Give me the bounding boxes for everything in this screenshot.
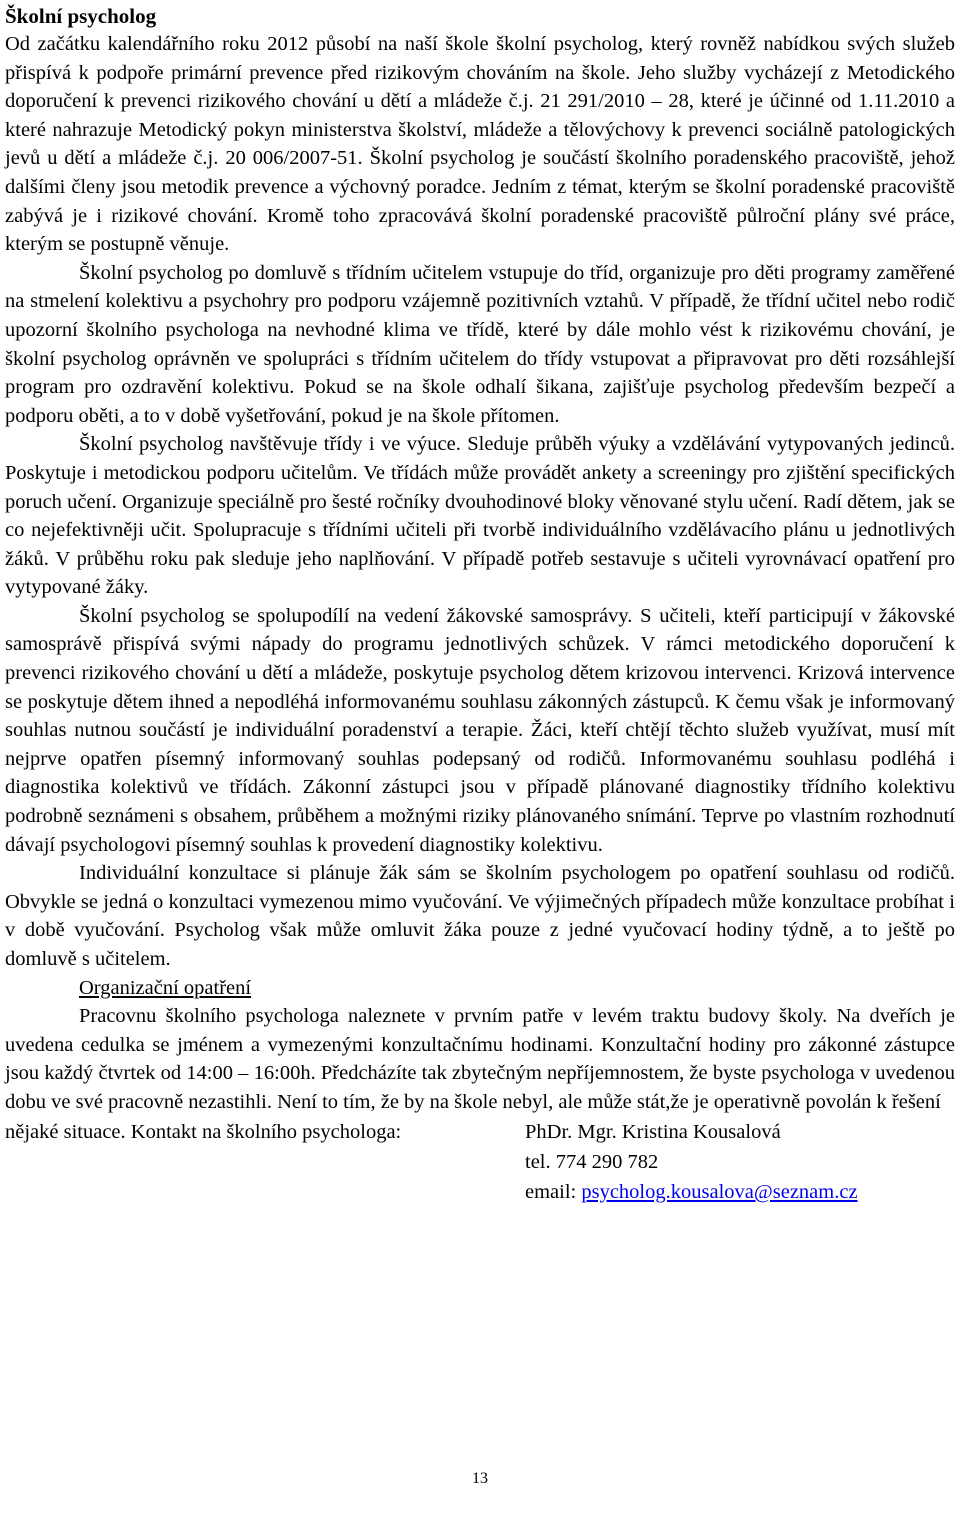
paragraph-lessons: Školní psycholog navštěvuje třídy i ve výuce. Sleduje průběh výuky a vzdělávání vytypovaných jedinců. Poskytuje i metodickou podporu učitelům. Ve třídách může provádět ankety a screeningy pro zjištění specifických poruch učení. Organizuje speciálně pro šesté ročníky dvouhodinové bloky věnované stylu učení. Radí dětem, jak se co nejefektivněji učit. Spolupracuje s třídními učiteli při tvorbě individuálního vzdělávacího plánu u jednotlivých žáků. V průběhu roku pak sleduje jeho naplňování. V případě potřeb sestavuje s učiteli vyrovnávací opatření pro vytypované žáky. xyxy=(5,433,955,599)
contact-block xyxy=(5,1117,955,1207)
contact-phone: tel. 774 290 782 xyxy=(525,1150,659,1173)
contact-email-row xyxy=(525,1177,858,1207)
paragraph-organization: Pracovnu školního psychologa naleznete v prvním patře v levém traktu budovy školy. Na dveřích je uvedena cedulka se jménem a vymezenými konzultačnímu hodinami. Konzultační hodiny pro zákonné zástupce jsou každý čtvrtek od 14:00 – 16:00h. Předcházíte tak zbytečným nepříjemnostem, že byste psychologa v uvedenou dobu ve své pracovně nezastihli. Není to tím, že by na škole nebyl, ale může stát,že je operativně povolán k řešení xyxy=(5,1005,955,1113)
paragraph-class-programs: Školní psycholog po domluvě s třídním učitelem vstupuje do tříd, organizuje pro děti programy zaměřené na stmelení kolektivu a psychohry pro podporu vzájemně pozitivních vztahů. V případě, že třídní učitel nebo rodič upozorní školního psychologa na nevhodné klima ve třídě, které by dále mohlo vést k rizikovému chování, je školní psycholog oprávněn ve spolupráci s třídním učitelem do třídy vstupovat a připravovat pro děti rozsáhlejší program pro ozdravění kolektivu. Pokud se na škole odhalí šikana, zajišťuje psycholog především bezpečí a podporu oběti, a to v době vyšetřování, pokud je na škole přítomen. xyxy=(5,261,955,427)
contact-lead: nějaké situace. Kontakt na školního psychologa: xyxy=(5,1120,402,1143)
contact-email-label: email: xyxy=(525,1180,582,1203)
paragraph-consultations: Individuální konzultace si plánuje žák sám se školním psychologem po opatření souhlasu od rodičů. Obvykle se jedná o konzultaci vymezenou mimo vyučování. Ve výjimečných případech může konzultace probíhat i v době vyučování. Psycholog však může omluvit žáka pouze z jedné vyučovací hodiny týdně, a to ještě po domluvě s učitelem. xyxy=(5,862,955,970)
paragraph-intro: Od začátku kalendářního roku 2012 působí na naší škole školní psycholog, který rovněž nabídkou svých služeb přispívá k podpoře primární prevence před rizikovým chováním na škole. Jeho služby vycházejí z Metodického doporučení k prevenci rizikového chování u dětí a mládeže č.j. 21 291/2010 – 28, které je účinné od 1.11.2010 a které nahrazuje Metodický pokyn ministerstva školství, mládeže a tělovýchovy k prevenci sociálně patologických jevů u dětí a mládeže č.j. 20 006/2007-51. Školní psycholog je součástí školního poradenského pracoviště, jehož dalšími členy jsou metodik prevence a výchovný poradce. Jedním z témat, kterým se školní poradenské pracoviště zabývá je i rizikové chování. Kromě toho zpracovává školní poradenské pracoviště půlroční plány své práce, kterým se postupně věnuje. xyxy=(5,33,955,256)
contact-name: PhDr. Mgr. Kristina Kousalová xyxy=(525,1120,781,1143)
contact-email-link[interactable]: psycholog.kousalova@seznam.cz xyxy=(581,1180,858,1203)
document-title: Školní psycholog xyxy=(5,4,157,28)
document-page xyxy=(5,2,955,1207)
paragraph-student-council: Školní psycholog se spolupodílí na vedení žákovské samosprávy. S učiteli, kteří participují v žákovské samosprávě přispívá svými nápady do programu jednotlivých schůzek. V rámci metodického doporučení k prevenci rizikového chování u dětí a mládeže, poskytuje psycholog dětem krizovou intervenci. Krizová intervence se poskytuje dětem ihned a nepodléhá informovanému souhlasu zákonných zástupců. K čemu však je informovaný souhlas nutnou součástí je individuální poradenství a terapie. Žáci, kteří chtějí těchto služeb využívat, musí mít nejprve opatřen písemný informovaný souhlas podepsaný od rodičů. Informovanému souhlasu podléhá i diagnostika kolektivů ve třídách. Zákonní zástupci jsou v případě plánované diagnostiky třídního kolektivu podrobně seznámeni s obsahem, průběhem a možnými riziky plánovaného snímání. Teprve po vlastním rozhodnutí dávají psychologovi písemný souhlas k provedení diagnostiky kolektivu. xyxy=(5,604,955,856)
page-number: 13 xyxy=(472,1470,488,1487)
section-heading-organization: Organizační opatření xyxy=(79,976,252,999)
